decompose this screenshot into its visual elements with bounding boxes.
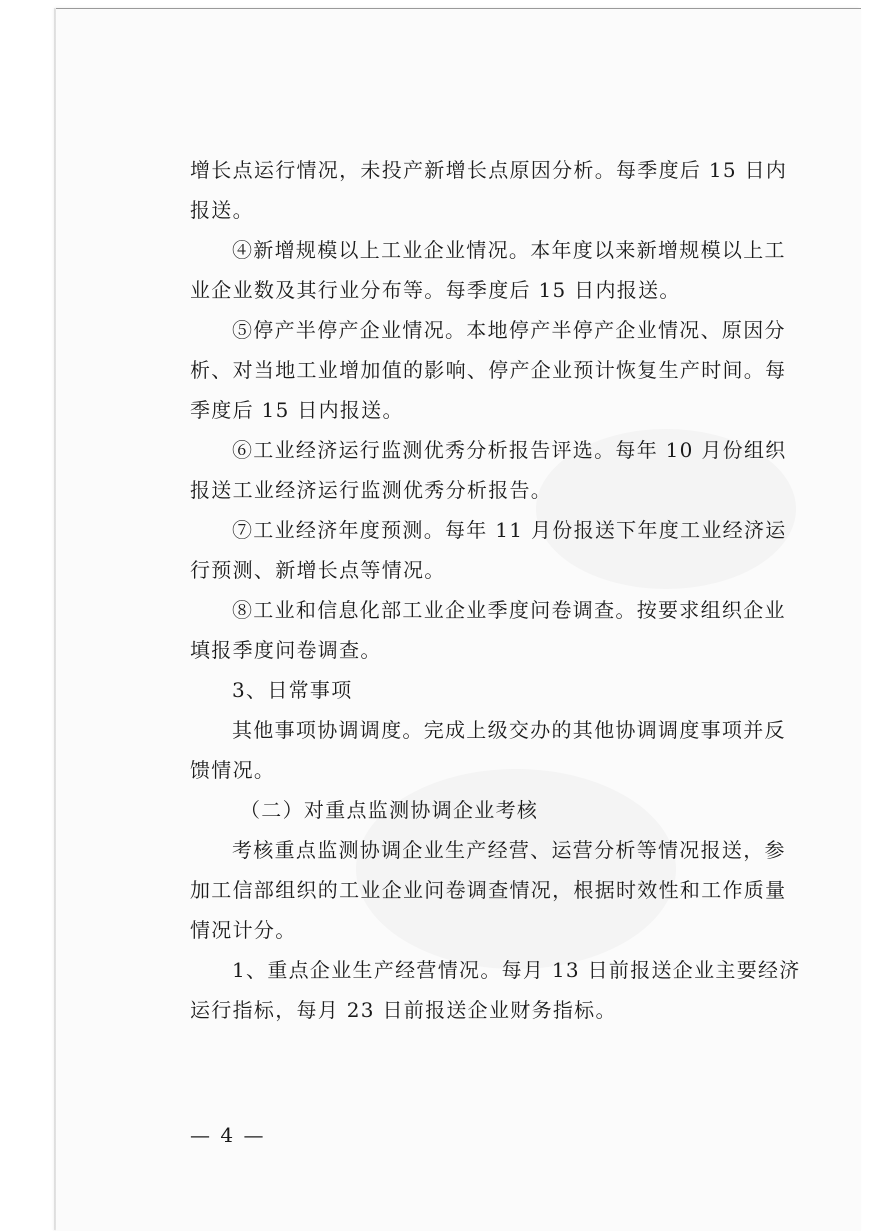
paragraph-line: 报送工业经济运行监测优秀分析报告。: [190, 478, 553, 502]
paragraph-line: 行预测、新增长点等情况。: [190, 558, 446, 582]
paragraph-line: 析、对当地工业增加值的影响、停产企业预计恢复生产时间。每: [190, 358, 787, 382]
paragraph-line: ⑤停产半停产企业情况。本地停产半停产企业情况、原因分: [232, 318, 786, 342]
paragraph-line: ⑧工业和信息化部工业企业季度问卷调查。按要求组织企业: [232, 598, 786, 622]
paragraph-line: 报送。: [190, 198, 254, 222]
paragraph-line: 其他事项协调调度。完成上级交办的其他协调调度事项并反: [232, 718, 786, 742]
body-text: [190, 150, 830, 1030]
paragraph-line: 加工信部组织的工业企业问卷调查情况，根据时效性和工作质量: [190, 878, 787, 902]
paragraph-line: 运行指标，每月 23 日前报送企业财务指标。: [190, 998, 617, 1022]
paragraph-line: 季度后 15 日内报送。: [190, 398, 404, 422]
paragraph-line: ④新增规模以上工业企业情况。本年度以来新增规模以上工: [232, 238, 786, 262]
paragraph-line: 填报季度问卷调查。: [190, 638, 382, 662]
section-heading: 3、日常事项: [232, 678, 353, 702]
paragraph-line: 增长点运行情况，未投产新增长点原因分析。每季度后 15 日内: [190, 158, 788, 182]
paragraph-line: ⑥工业经济运行监测优秀分析报告评选。每年 10 月份组织: [232, 438, 787, 462]
page-number: — 4 —: [190, 1123, 266, 1147]
paragraph-line: 馈情况。: [190, 758, 276, 782]
paragraph-line: ⑦工业经济年度预测。每年 11 月份报送下年度工业经济运: [232, 518, 787, 542]
section-heading: （二）对重点监测协调企业考核: [240, 798, 539, 822]
paragraph-line: 业企业数及其行业分布等。每季度后 15 日内报送。: [190, 278, 681, 302]
paragraph-line: 1、重点企业生产经营情况。每月 13 日前报送企业主要经济: [232, 958, 801, 982]
paragraph-line: 考核重点监测协调企业生产经营、运营分析等情况报送，参: [232, 838, 786, 862]
paragraph-line: 情况计分。: [190, 918, 297, 942]
